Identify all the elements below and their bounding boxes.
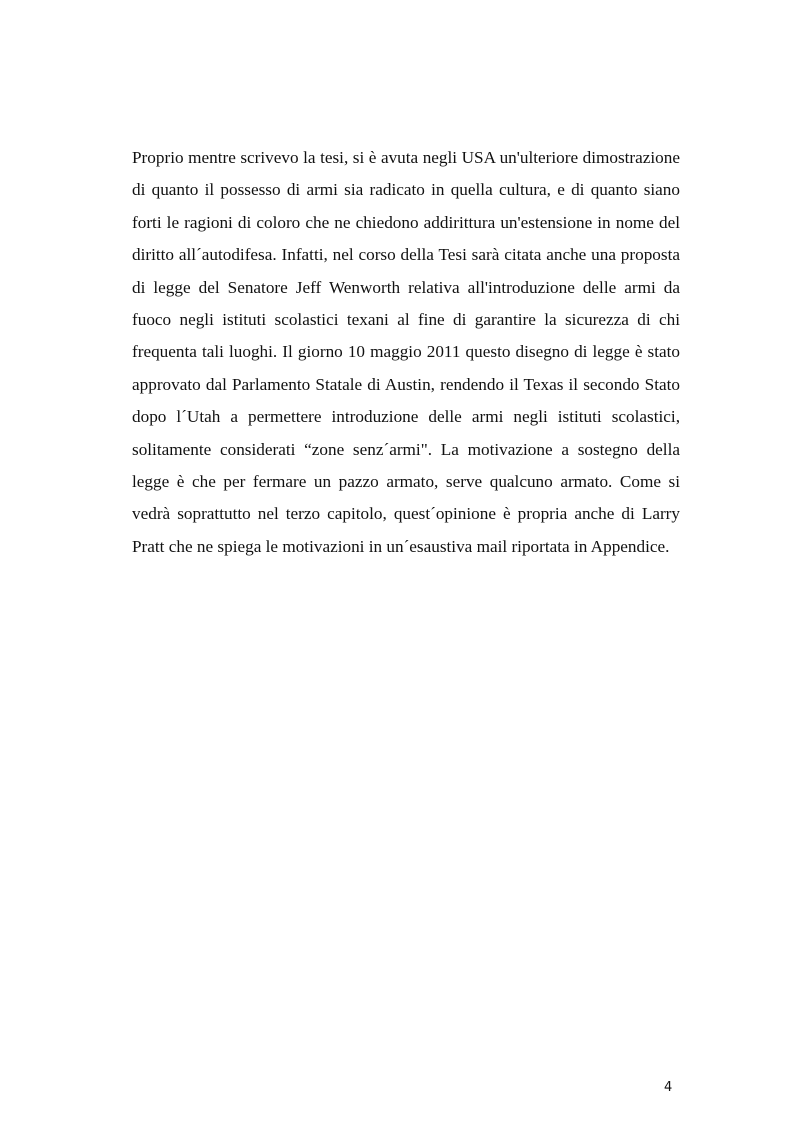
body-paragraph: Proprio mentre scrivevo la tesi, si è avuta negli USA un'ulteriore dimostrazione di quanto il possesso di armi sia radicato in quella cultura, e di quanto siano forti le ragioni di coloro che ne chiedono addirittura un'estensione in nome del diritto all´autodifesa. Infatti, nel corso della Tesi sarà citata anche una proposta di legge del Senatore Jeff Wenworth relativa all'introduzione delle armi da fuoco negli istituti scolastici texani al fine di garantire la sicurezza di chi frequenta tali luoghi. Il giorno 10 maggio 2011 questo disegno di legge è stato approvato dal Parlamento Statale di Austin, rendendo il Texas il secondo Stato dopo l´Utah a permettere introduzione delle armi negli istituti scolastici, solitamente considerati “zone senz´armi". La motivazione a sostegno della legge è che per fermare un pazzo armato, serve qualcuno armato. Come si vedrà soprattutto nel terzo capitolo, quest´opinione è propria anche di Larry Pratt che ne spiega le motivazioni in un´esaustiva mail riportata in Appendice. <box>132 148 680 556</box>
page-number: 4 <box>664 1080 673 1095</box>
